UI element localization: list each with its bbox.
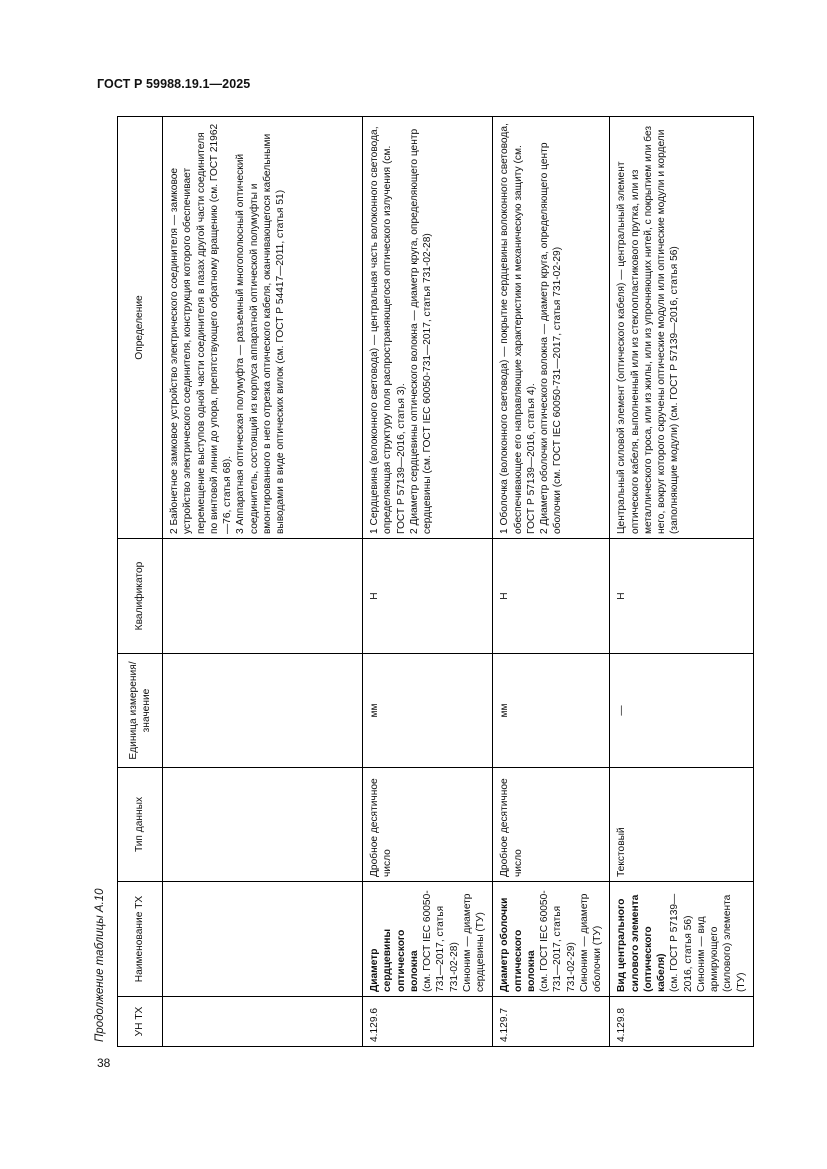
characteristics-table — [117, 116, 754, 1047]
name-synonym: Синоним — диаметр сердцевины (ТУ) — [461, 893, 486, 992]
name-synonym: Синоним — вид армирующего (силового) элемента (ТУ) — [695, 894, 747, 992]
table-row — [163, 117, 363, 1047]
table-row — [493, 117, 610, 1047]
standard-header: ГОСТ Р 59988.19.1—2025 — [97, 77, 251, 91]
name-term: Диаметр сердцевины оптического волокна — [369, 928, 420, 992]
cell-id — [163, 997, 363, 1047]
cell-definition — [163, 117, 363, 539]
definition-paragraph: 1 Оболочка (волоконного световода) — покрытие сердцевины волоконного световода, обеспечивающее его направляющие характеристики и механическую защиту (см. ГОСТ Р 57139—2016, статья 4). — [499, 123, 537, 534]
name-reference: (см. ГОСТ Р 57139—2016, статья 56) — [669, 893, 694, 992]
name-term: Диаметр оболочки оптического волокна — [499, 897, 537, 992]
table-caption: Продолжение таблицы А.10 — [94, 888, 106, 1042]
definition-paragraph: 1 Сердцевина (волоконного световода) — центральная часть волоконного световода, определяющая структуру поля распространяющегося оптического излучения (см. ГОСТ Р 57139—2016, статья 3). — [369, 126, 407, 534]
cell-unit: мм — [363, 654, 493, 768]
cell-name — [493, 882, 610, 997]
definition-paragraph: Центральный силовой элемент (оптического кабеля) — центральный элемент оптического кабеля, выполненный или из стеклопластикового прутка, или из металлического троса, или из жилы, или из упрочняющих нитей, с покрытием или без него, вокруг которого скручены оптические модули или оптические модули и кордели (заполняющие модули) (см. ГОСТ Р 57139—2016, статья 56) — [616, 125, 681, 534]
header-id: УН ТХ — [118, 997, 163, 1047]
cell-unit: мм — [493, 654, 610, 768]
cell-data-type — [163, 768, 363, 882]
cell-unit: — — [610, 654, 754, 768]
header-name: Наименование ТХ — [118, 882, 163, 997]
cell-data-type: Текстовый — [610, 768, 754, 882]
name-synonym: Синоним — диаметр оболочки (ТУ) — [578, 893, 603, 992]
cell-definition — [610, 117, 754, 539]
name-reference: (см. ГОСТ IEC 60050-731—2017, статья 731-02-29) — [539, 890, 577, 992]
cell-qualifier: Н — [363, 539, 493, 654]
definition-paragraph: 2 Байонетное замковое устройство электрического соединителя — замковое устройство электрического соединителя, конструкция которого обеспечивает перемещение выступов одной части соединителя в пазах другой части соединителя по винтовой линии до упора, препятствующего обратному вращению (см. ГОСТ 21962—76, статья 68). — [169, 123, 233, 534]
cell-definition — [363, 117, 493, 539]
table-row — [610, 117, 754, 1047]
cell-id: 4.129.7 — [493, 997, 610, 1047]
name-reference: (см. ГОСТ IEC 60050-731—2017, статья 731-02-28) — [422, 890, 460, 992]
header-unit: Единица измерения/ значение — [118, 654, 163, 768]
table-header-row — [118, 117, 163, 1047]
definition-paragraph: 3 Аппаратная оптическая полумуфта — разъемный многополюсный оптический соединитель, состоящий из корпуса аппаратной оптической полумуфты и вмонтированного в него отрезка оптического кабеля, оканчивающегося кабельными выводами в виде оптических вилок (см. ГОСТ Р 54417—2011, статья 51) — [235, 133, 286, 534]
cell-id: 4.129.8 — [610, 997, 754, 1047]
cell-name — [363, 882, 493, 997]
table-row — [363, 117, 493, 1047]
cell-data-type: Дробное десятичное число — [493, 768, 610, 882]
header-data-type: Тип данных — [118, 768, 163, 882]
cell-definition — [493, 117, 610, 539]
cell-qualifier: Н — [610, 539, 754, 654]
rotated-table-container — [117, 117, 747, 1047]
cell-name — [610, 882, 754, 997]
cell-data-type: Дробное десятичное число — [363, 768, 493, 882]
cell-name — [163, 882, 363, 997]
page-number: 38 — [97, 1056, 111, 1070]
definition-paragraph: 2 Диаметр сердцевины оптического волокна — диаметр круга, определяющего центр сердцевины (см. ГОСТ IEC 60050-731—2017, статья 731-02-28) — [408, 128, 433, 534]
cell-qualifier: Н — [493, 539, 610, 654]
cell-id: 4.129.6 — [363, 997, 493, 1047]
cell-qualifier — [163, 539, 363, 654]
cell-unit — [163, 654, 363, 768]
header-definition: Определение — [118, 117, 163, 539]
definition-paragraph: 2 Диаметр оболочки оптического волокна — диаметр круга, определяющего центр оболочки (см. ГОСТ IEC 60050-731—2017, статья 731-02-29) — [539, 142, 564, 534]
header-qualifier: Квалификатор — [118, 539, 163, 654]
name-term: Вид центрального силового элемента (оптического кабеля) — [616, 894, 667, 992]
